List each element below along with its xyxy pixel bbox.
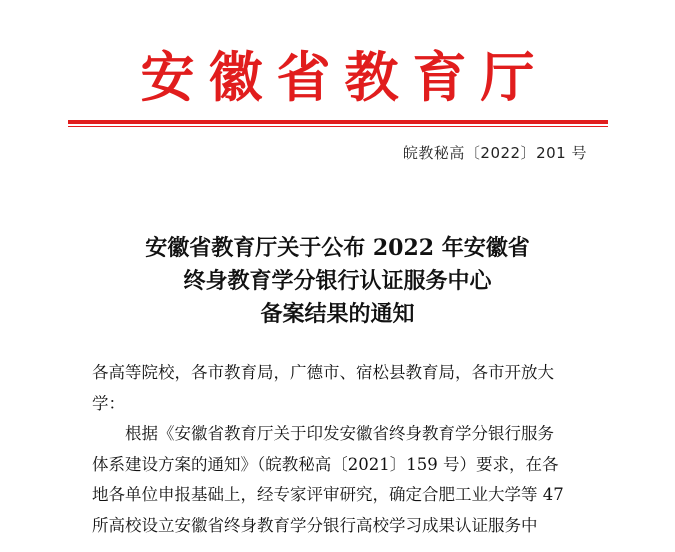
body-line: 体系建设方案的通知》（皖教秘高〔2021〕159 号）要求，在各 (92, 454, 559, 474)
title-line: 安徽省教育厅关于公布 2022 年安徽省 (145, 235, 530, 261)
red-divider-thick (68, 120, 608, 124)
masthead-title: 安徽省教育厅 (140, 45, 549, 109)
document-title (0, 232, 675, 331)
document-number: 皖教秘高〔2022〕201 号 (402, 144, 587, 162)
body-line: 学： (92, 393, 125, 413)
document-body (92, 358, 612, 541)
body-line: 各高等院校，各市教育局，广德市、宿松县教育局，各市开放大 (92, 363, 554, 382)
title-line: 终身教育学分银行认证服务中心 (183, 268, 492, 294)
body-line: 地各单位申报基础上，经专家评审研究，确定合肥工业大学等 47 (92, 485, 564, 504)
body-line: 所高校设立安徽省终身教育学分银行高校学习成果认证服务中 (92, 515, 538, 535)
body-line: 根据《安徽省教育厅关于印发安徽省终身教育学分银行服务 (125, 424, 554, 443)
red-divider-thin (68, 126, 608, 127)
title-line: 备案结果的通知 (260, 301, 415, 327)
